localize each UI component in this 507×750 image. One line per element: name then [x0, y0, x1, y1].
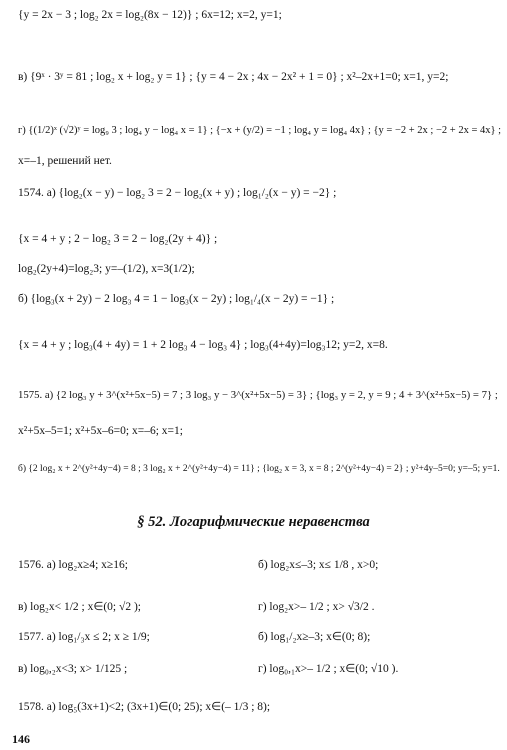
text-line: x=–1, решений нет. — [18, 155, 112, 167]
text-line: б) {2 log₂ x + 2^(y²+4y−4) = 8 ; 3 log₂ x + 2^(y²+4y−4) = 11} ; {log₂ x = 3, x = 8 ; 2^(y²+4y−4) = 2} ; y²+4y–5=0; y=–5; y=1. — [18, 464, 500, 474]
text-line: 1575. а) {2 log₃ y + 3^(x²+5x−5) = 7 ; 3 log₃ y − 3^(x²+5x−5) = 3} ; {log₃ y = 2, y = 9 ; 4 + 3^(x²+5x−5) = 7} ; — [18, 389, 498, 401]
section-heading: § 52. Логарифмические неравенства — [137, 514, 370, 530]
exercise-item: 1578. а) log₅(3x+1)<2; (3x+1)∈(0; 25); x∈(– 1/3 ; 8); — [18, 701, 271, 713]
page-number: 146 — [12, 732, 30, 746]
exercise-item: 1577. а) log₁/₃x ≤ 2; x ≥ 1/9; — [18, 631, 150, 643]
text-line: {x = 4 + y ; 2 − log₂ 3 = 2 − log₂(2y + 4)} ; — [18, 233, 218, 245]
exercise-item: г) log₂x>– 1/2 ; x> √3/2 . — [258, 601, 375, 613]
text-line: {x = 4 + y ; log₃(4 + 4y) = 1 + 2 log₃ 4 − log₃ 4} ; log₃(4+4y)=log₃12; y=2, x=8. — [18, 339, 388, 351]
exercise-item: 1576. а) log₂x≥4; x≥16; — [18, 559, 128, 571]
text-line: {y = 2x − 3 ; log₂ 2x = log₂(8x − 12)} ; 6x=12; x=2, y=1; — [18, 9, 282, 21]
text-line: log₂(2y+4)=log₂3; y=–(1/2), x=3(1/2); — [18, 263, 195, 275]
exercise-item: г) log₀,₁x>– 1/2 ; x∈(0; √10 ). — [258, 663, 399, 675]
exercise-item: б) log₁/₂x≥–3; x∈(0; 8); — [258, 631, 371, 643]
text-line: 1574. а) {log₂(x − y) − log₂ 3 = 2 − log₂(x + y) ; log₁/₂(x − y) = −2} ; — [18, 187, 337, 199]
text-line: x²+5x–5=1; x²+5x–6=0; x=–6; x=1; — [18, 425, 183, 437]
text-line: в) {9ˣ · 3ʸ = 81 ; log₂ x + log₂ y = 1} ; {y = 4 − 2x ; 4x − 2x² + 1 = 0} ; x²–2x+1=0; x=1, y=2; — [18, 71, 449, 83]
exercise-item: в) log₂x< 1/2 ; x∈(0; √2 ); — [18, 601, 141, 613]
text-line: г) {(1/2)ˣ (√2)ʸ = log₉ 3 ; log₄ y − log₄ x = 1} ; {−x + (y/2) = −1 ; log₄ y = log₄ 4x} ; {y = −2 + 2x ; −2 + 2x = 4x} ; — [18, 125, 502, 136]
exercise-item: в) log₀,₂x<3; x> 1/125 ; — [18, 663, 128, 675]
text-line: б) {log₃(x + 2y) − 2 log₃ 4 = 1 − log₃(x − 2y) ; log₁/₄(x − 2y) = −1} ; — [18, 293, 335, 305]
exercise-item: б) log₂x≤–3; x≤ 1/8 , x>0; — [258, 559, 379, 571]
